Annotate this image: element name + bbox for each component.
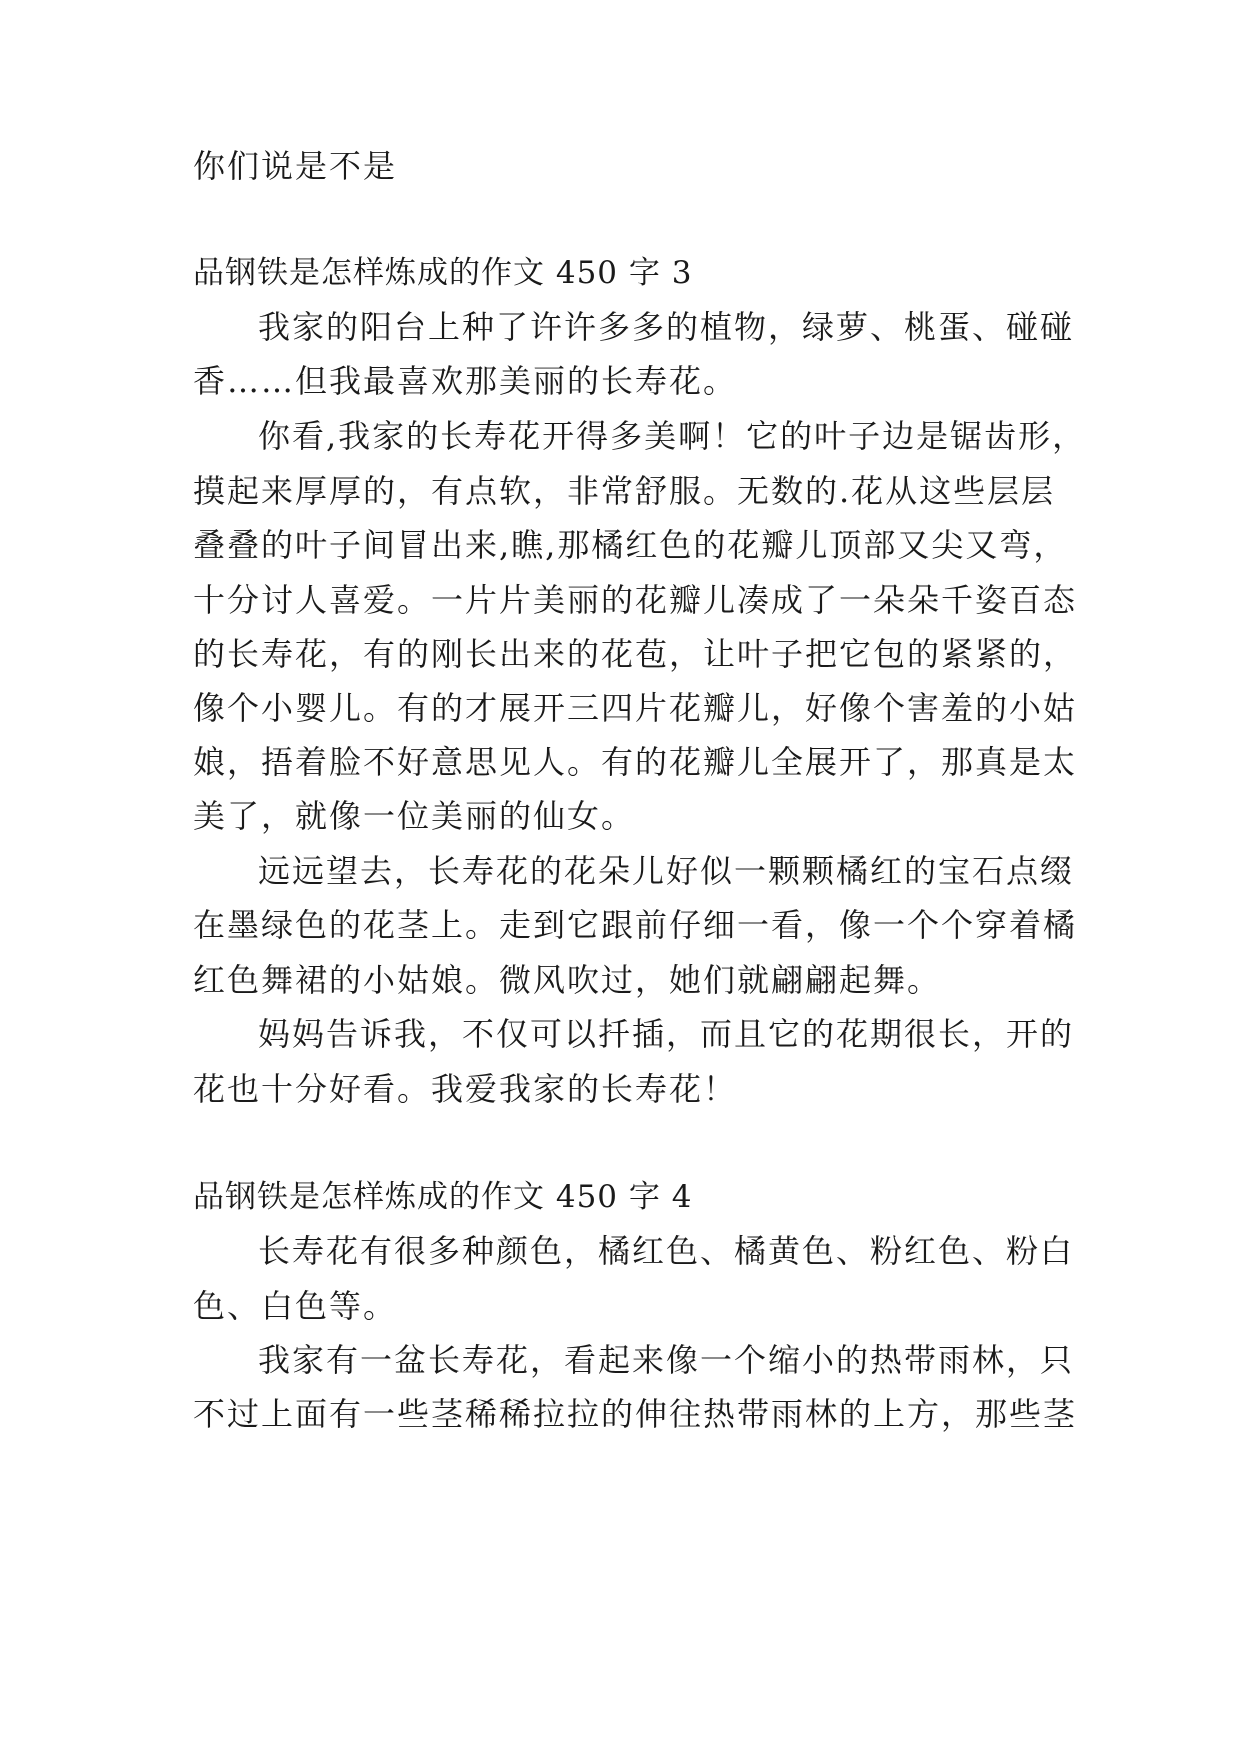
- text-line: 像个小婴儿。有的才展开三四片花瓣儿，好像个害羞的小姑: [193, 689, 1078, 727]
- text-line: 十分讨人喜爱。一片片美丽的花瓣儿凑成了一朵朵千姿百态: [193, 581, 1078, 619]
- section-heading: 品钢铁是怎样炼成的作文 450 字 3: [193, 255, 693, 291]
- text-line: 香……但我最喜欢那美丽的长寿花。: [193, 362, 738, 400]
- paragraph-first-line: 妈妈告诉我，不仅可以扦插，而且它的花期很长，开的: [258, 1015, 1075, 1053]
- paragraph-first-line: 我家有一盆长寿花，看起来像一个缩小的热带雨林，只: [258, 1341, 1075, 1379]
- text-line: 花也十分好看。我爱我家的长寿花！: [193, 1070, 738, 1108]
- text-line: 美了，就像一位美丽的仙女。: [193, 797, 636, 835]
- section-heading: 品钢铁是怎样炼成的作文 450 字 4: [193, 1179, 693, 1215]
- text-line: 在墨绿色的花茎上。走到它跟前仔细一看，像一个个穿着橘: [193, 906, 1078, 944]
- paragraph-first-line: 我家的阳台上种了许许多多的植物，绿萝、桃蛋、碰碰: [258, 308, 1075, 346]
- text-line: 叠叠的叶子间冒出来,瞧,那橘红色的花瓣儿顶部又尖又弯，: [193, 526, 1068, 564]
- paragraph-first-line: 远远望去，长寿花的花朵儿好似一颗颗橘红的宝石点缀: [258, 852, 1075, 890]
- paragraph-first-line: 你看,我家的长寿花开得多美啊！它的叶子边是锯齿形，: [258, 417, 1087, 455]
- text-line: 红色舞裙的小姑娘。微风吹过，她们就翩翩起舞。: [193, 961, 942, 999]
- text-line: 色、白色等。: [193, 1287, 398, 1325]
- text-line: 摸起来厚厚的，有点软，非常舒服。无数的.花从这些层层: [193, 472, 1056, 510]
- text-line: 你们说是不是: [193, 147, 398, 185]
- paragraph-first-line: 长寿花有很多种颜色，橘红色、橘黄色、粉红色、粉白: [258, 1232, 1075, 1270]
- text-line: 娘，捂着脸不好意思见人。有的花瓣儿全展开了，那真是太: [193, 743, 1078, 781]
- text-line: 的长寿花，有的刚长出来的花苞，让叶子把它包的紧紧的，: [193, 635, 1078, 673]
- text-line: 不过上面有一些茎稀稀拉拉的伸往热带雨林的上方，那些茎: [193, 1395, 1078, 1433]
